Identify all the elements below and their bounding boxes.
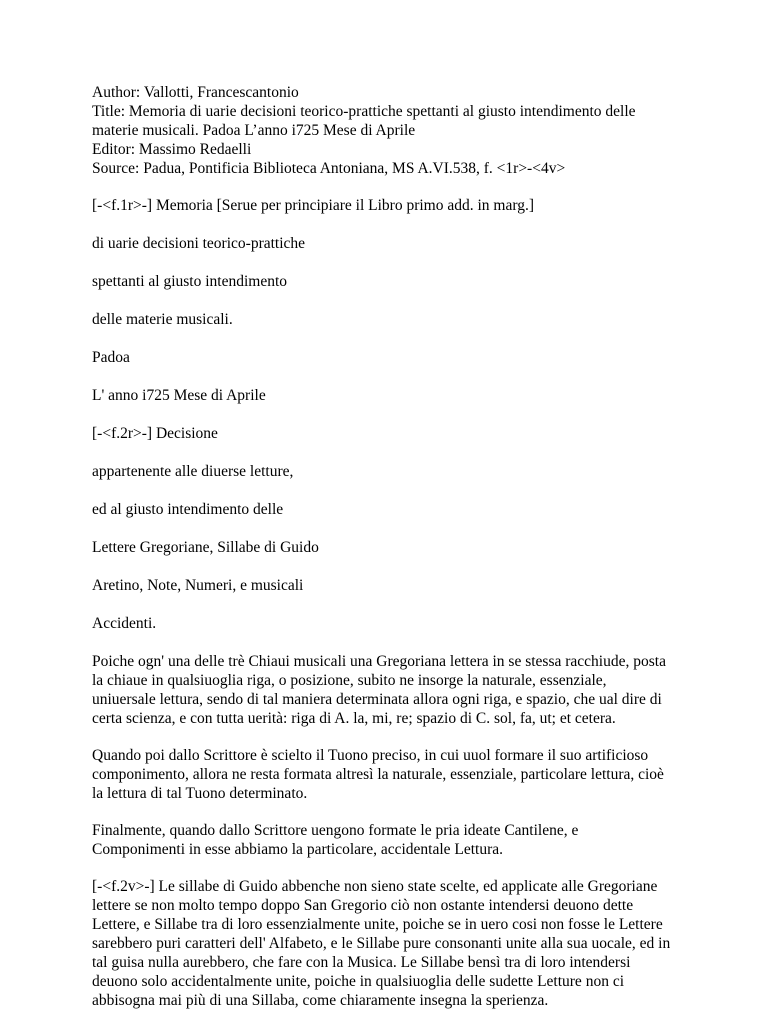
- heading-line: Accidenti.: [92, 615, 157, 632]
- heading-line: delle materie musicali.: [92, 311, 233, 328]
- title-line: Title: Memoria di uarie decisioni teorico-prattiche spettanti al giusto intendimento delle materie musicali. Padoa L’anno i725 Mese di Aprile: [92, 103, 636, 139]
- body-paragraph: Finalmente, quando dallo Scrittore uengono formate le pria ideate Cantilene, e Componimenti in esse abbiamo la particolare, accidentale Lettura.: [92, 822, 579, 858]
- editor-line: Editor: Massimo Redaelli: [92, 141, 252, 158]
- document-page: [92, 83, 672, 1028]
- author-line: Author: Vallotti, Francescantonio: [92, 84, 299, 101]
- heading-line: ed al giusto intendimento delle: [92, 501, 284, 518]
- heading-line: appartenente alle diuerse letture,: [92, 463, 294, 480]
- place-line: Padoa: [92, 349, 130, 366]
- folio-1r-heading: [-<f.1r>-] Memoria [Serue per principiare il Libro primo add. in marg.]: [92, 197, 535, 214]
- heading-line: di uarie decisioni teorico-prattiche: [92, 235, 306, 252]
- heading-line: Aretino, Note, Numeri, e musicali: [92, 577, 304, 594]
- date-line: L' anno i725 Mese di Aprile: [92, 387, 266, 404]
- heading-line: spettanti al giusto intendimento: [92, 273, 288, 290]
- heading-line: Lettere Gregoriane, Sillabe di Guido: [92, 539, 319, 556]
- source-line: Source: Padua, Pontificia Biblioteca Antoniana, MS A.VI.538, f. <1r>-<4v>: [92, 160, 566, 177]
- body-paragraph: Poiche ogn' una delle trè Chiaui musicali una Gregoriana lettera in se stessa racchiude, posta la chiaue in qualsiuoglia riga, o posizione, subito ne insorge la naturale, essenziale, uniuersale lettura, sendo di tal maniera determinata allora ogni riga, e spazio, che ual dire di certa scienza, e con tutta uerità: riga di A. la, mi, re; spazio di C. sol, fa, ut; et cetera.: [92, 653, 666, 727]
- body-paragraph: [-<f.2v>-] Le sillabe di Guido abbenche non sieno state scelte, ed applicate alle Gregoriane lettere se non molto tempo doppo San Gregorio ciò non ostante intendersi deuono dette Lettere, e Sillabe tra di loro essenzialmente unite, poiche se in uero cosi non fosse le Lettere sarebbero puri caratteri dell' Alfabeto, e le Sillabe pure consonanti unite alla sua uocale, ed in tal guisa nulla aurebbero, che fare con la Musica. Le Sillabe bensì tra di loro intendersi deuono solo accidentalmente unite, poiche in qualsiuoglia delle sudette Letture non ci abbisogna mai più di una Sillaba, come chiaramente insegna la sperienza.: [92, 878, 671, 1009]
- folio-2r-heading: [-<f.2r>-] Decisione: [92, 425, 218, 442]
- metadata-header: [92, 83, 672, 178]
- body-paragraph: Quando poi dallo Scrittore è scielto il Tuono preciso, in cui uuol formare il suo artificioso componimento, allora ne resta formata altresì la naturale, essenziale, particolare lettura, cioè la lettura di tal Tuono determinato.: [92, 747, 664, 802]
